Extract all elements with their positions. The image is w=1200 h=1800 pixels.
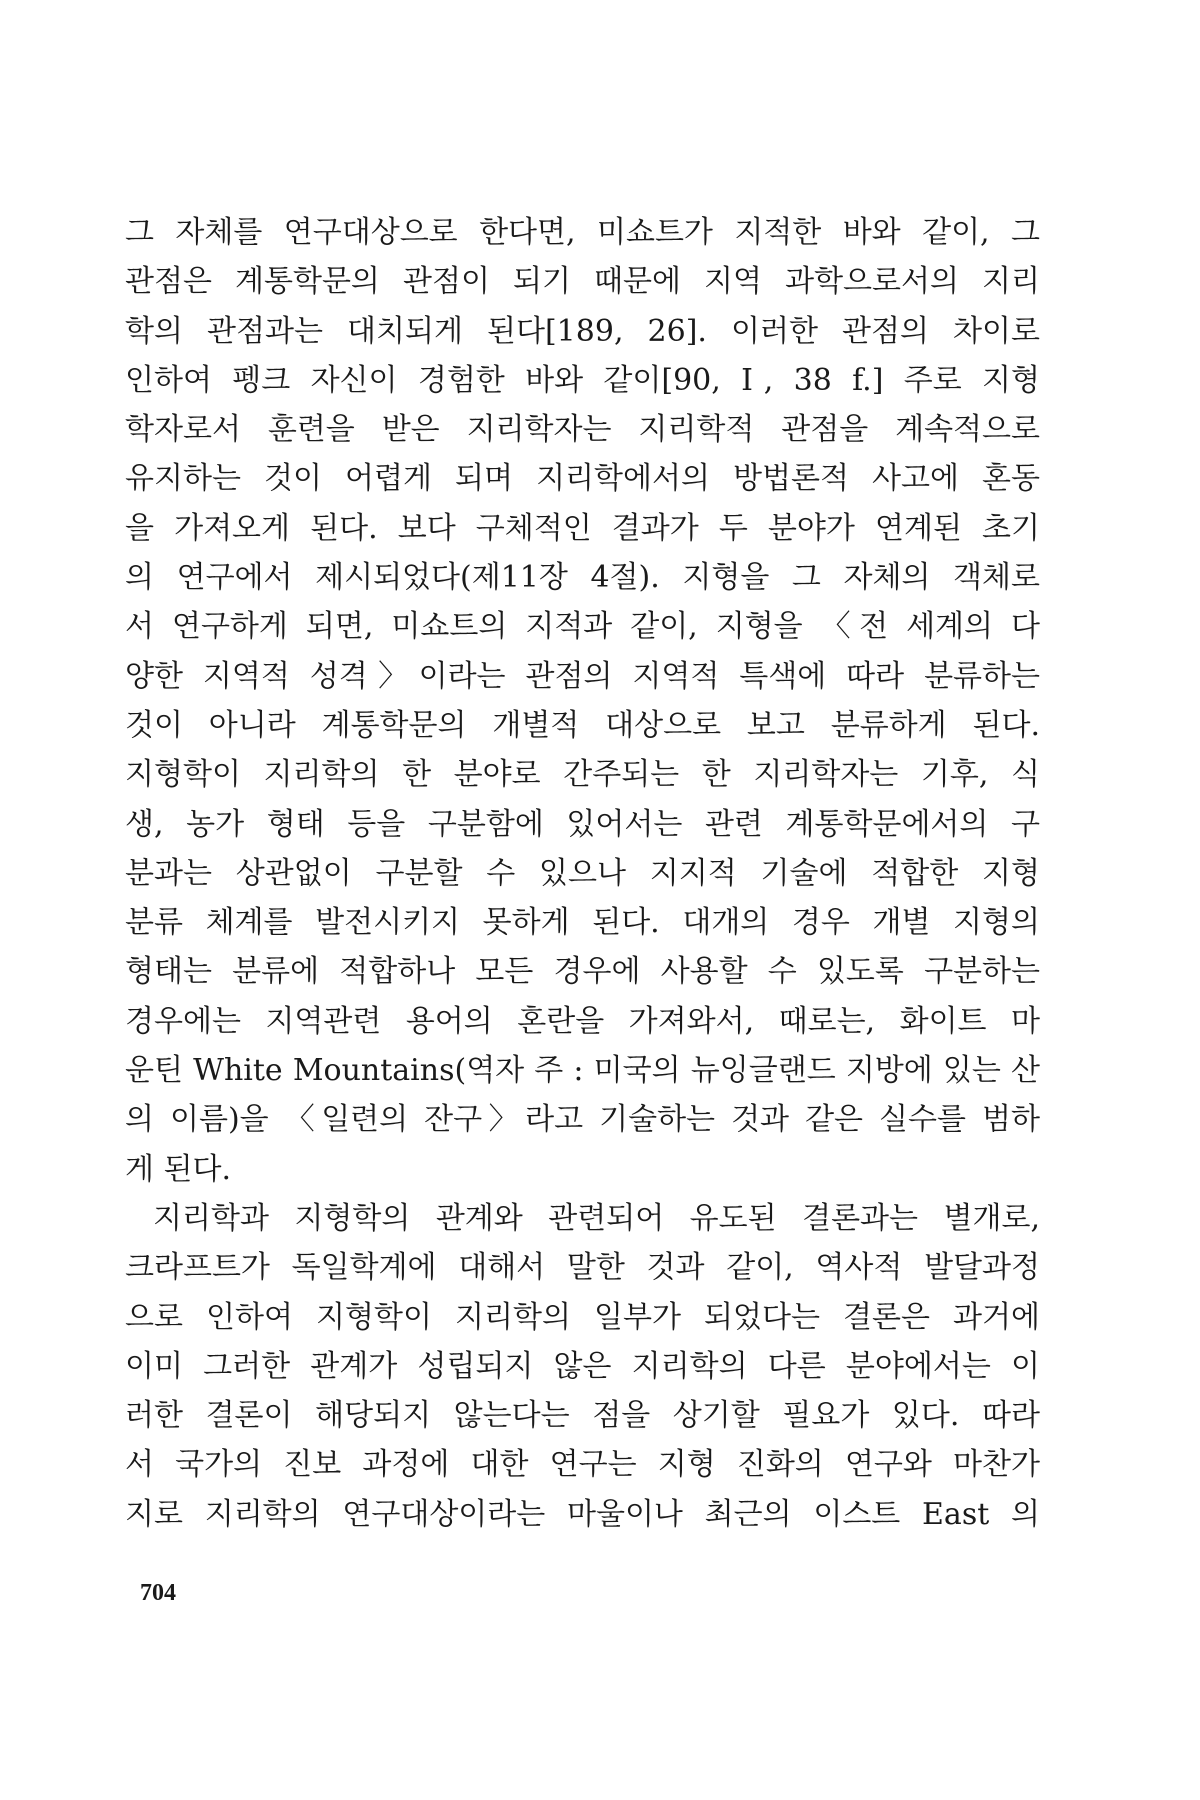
text-line: 분류 체계를 발전시키지 못하게 된다. 대개의 경우 개별 지형의 [125,905,1040,941]
text-line: 의 이름)을 〈일련의 잔구〉라고 기술하는 것과 같은 실수를 범하 [125,1102,1040,1138]
text-line: 운틴 White Mountains(역자 주 : 미국의 뉴잉글랜드 지방에 있는 산 [125,1053,1040,1089]
text-line: 관점은 계통학문의 관점이 되기 때문에 지역 과학으로서의 지리 [125,264,1040,300]
text-line: 게 된다. [125,1151,232,1187]
text-line: 양한 지역적 성격〉이라는 관점의 지역적 특색에 따라 분류하는 [125,658,1040,694]
text-line: 지로 지리학의 연구대상이라는 마울이나 최근의 이스트 East 의 [125,1496,1040,1532]
text-line: 서 국가의 진보 과정에 대한 연구는 지형 진화의 연구와 마찬가 [125,1447,1040,1483]
text-line: 생, 농가 형태 등을 구분함에 있어서는 관련 계통학문에서의 구 [125,806,1040,842]
text-line: 의 연구에서 제시되었다(제11장 4절). 지형을 그 자체의 객체로 [125,560,1040,596]
text-line: 경우에는 지역관련 용어의 혼란을 가져와서, 때로는, 화이트 마 [125,1003,1040,1039]
text-line: 인하여 펭크 자신이 경험한 바와 같이[90, Ⅰ, 38 f.] 주로 지형 [125,362,1040,398]
text-line: 것이 아니라 계통학문의 개별적 대상으로 보고 분류하게 된다. [125,707,1040,743]
text-line: 형태는 분류에 적합하나 모든 경우에 사용할 수 있도록 구분하는 [125,954,1040,990]
text-line: 유지하는 것이 어렵게 되며 지리학에서의 방법론적 사고에 혼동 [125,461,1040,497]
text-line: 그 자체를 연구대상으로 한다면, 미쇼트가 지적한 바와 같이, 그 [125,215,1040,250]
page-number: 704 [140,1580,176,1606]
text-line: 러한 결론이 해당되지 않는다는 점을 상기할 필요가 있다. 따라 [125,1398,1040,1434]
text-line: 이미 그러한 관계가 성립되지 않은 지리학의 다른 분야에서는 이 [125,1348,1040,1384]
text-line: 분과는 상관없이 구분할 수 있으나 지지적 기술에 적합한 지형 [125,855,1040,891]
text-line: 학의 관점과는 대치되게 된다[189, 26]. 이러한 관점의 차이로 [125,313,1040,349]
text-line: 지형학이 지리학의 한 분야로 간주되는 한 지리학자는 기후, 식 [125,757,1040,793]
text-line: 을 가져오게 된다. 보다 구체적인 결과가 두 분야가 연계된 초기 [125,510,1040,546]
text-line: 으로 인하여 지형학이 지리학의 일부가 되었다는 결론은 과거에 [125,1299,1040,1335]
text-line: 크라프트가 독일학계에 대해서 말한 것과 같이, 역사적 발달과정 [125,1250,1040,1286]
text-line: 서 연구하게 되면, 미쇼트의 지적과 같이, 지형을 〈전 세계의 다 [125,609,1040,645]
text-line: 학자로서 훈련을 받은 지리학자는 지리학적 관점을 계속적으로 [125,412,1040,448]
body-text [125,208,1040,1539]
text-line: 지리학과 지형학의 관계와 관련되어 유도된 결론과는 별개로, [153,1200,1040,1236]
